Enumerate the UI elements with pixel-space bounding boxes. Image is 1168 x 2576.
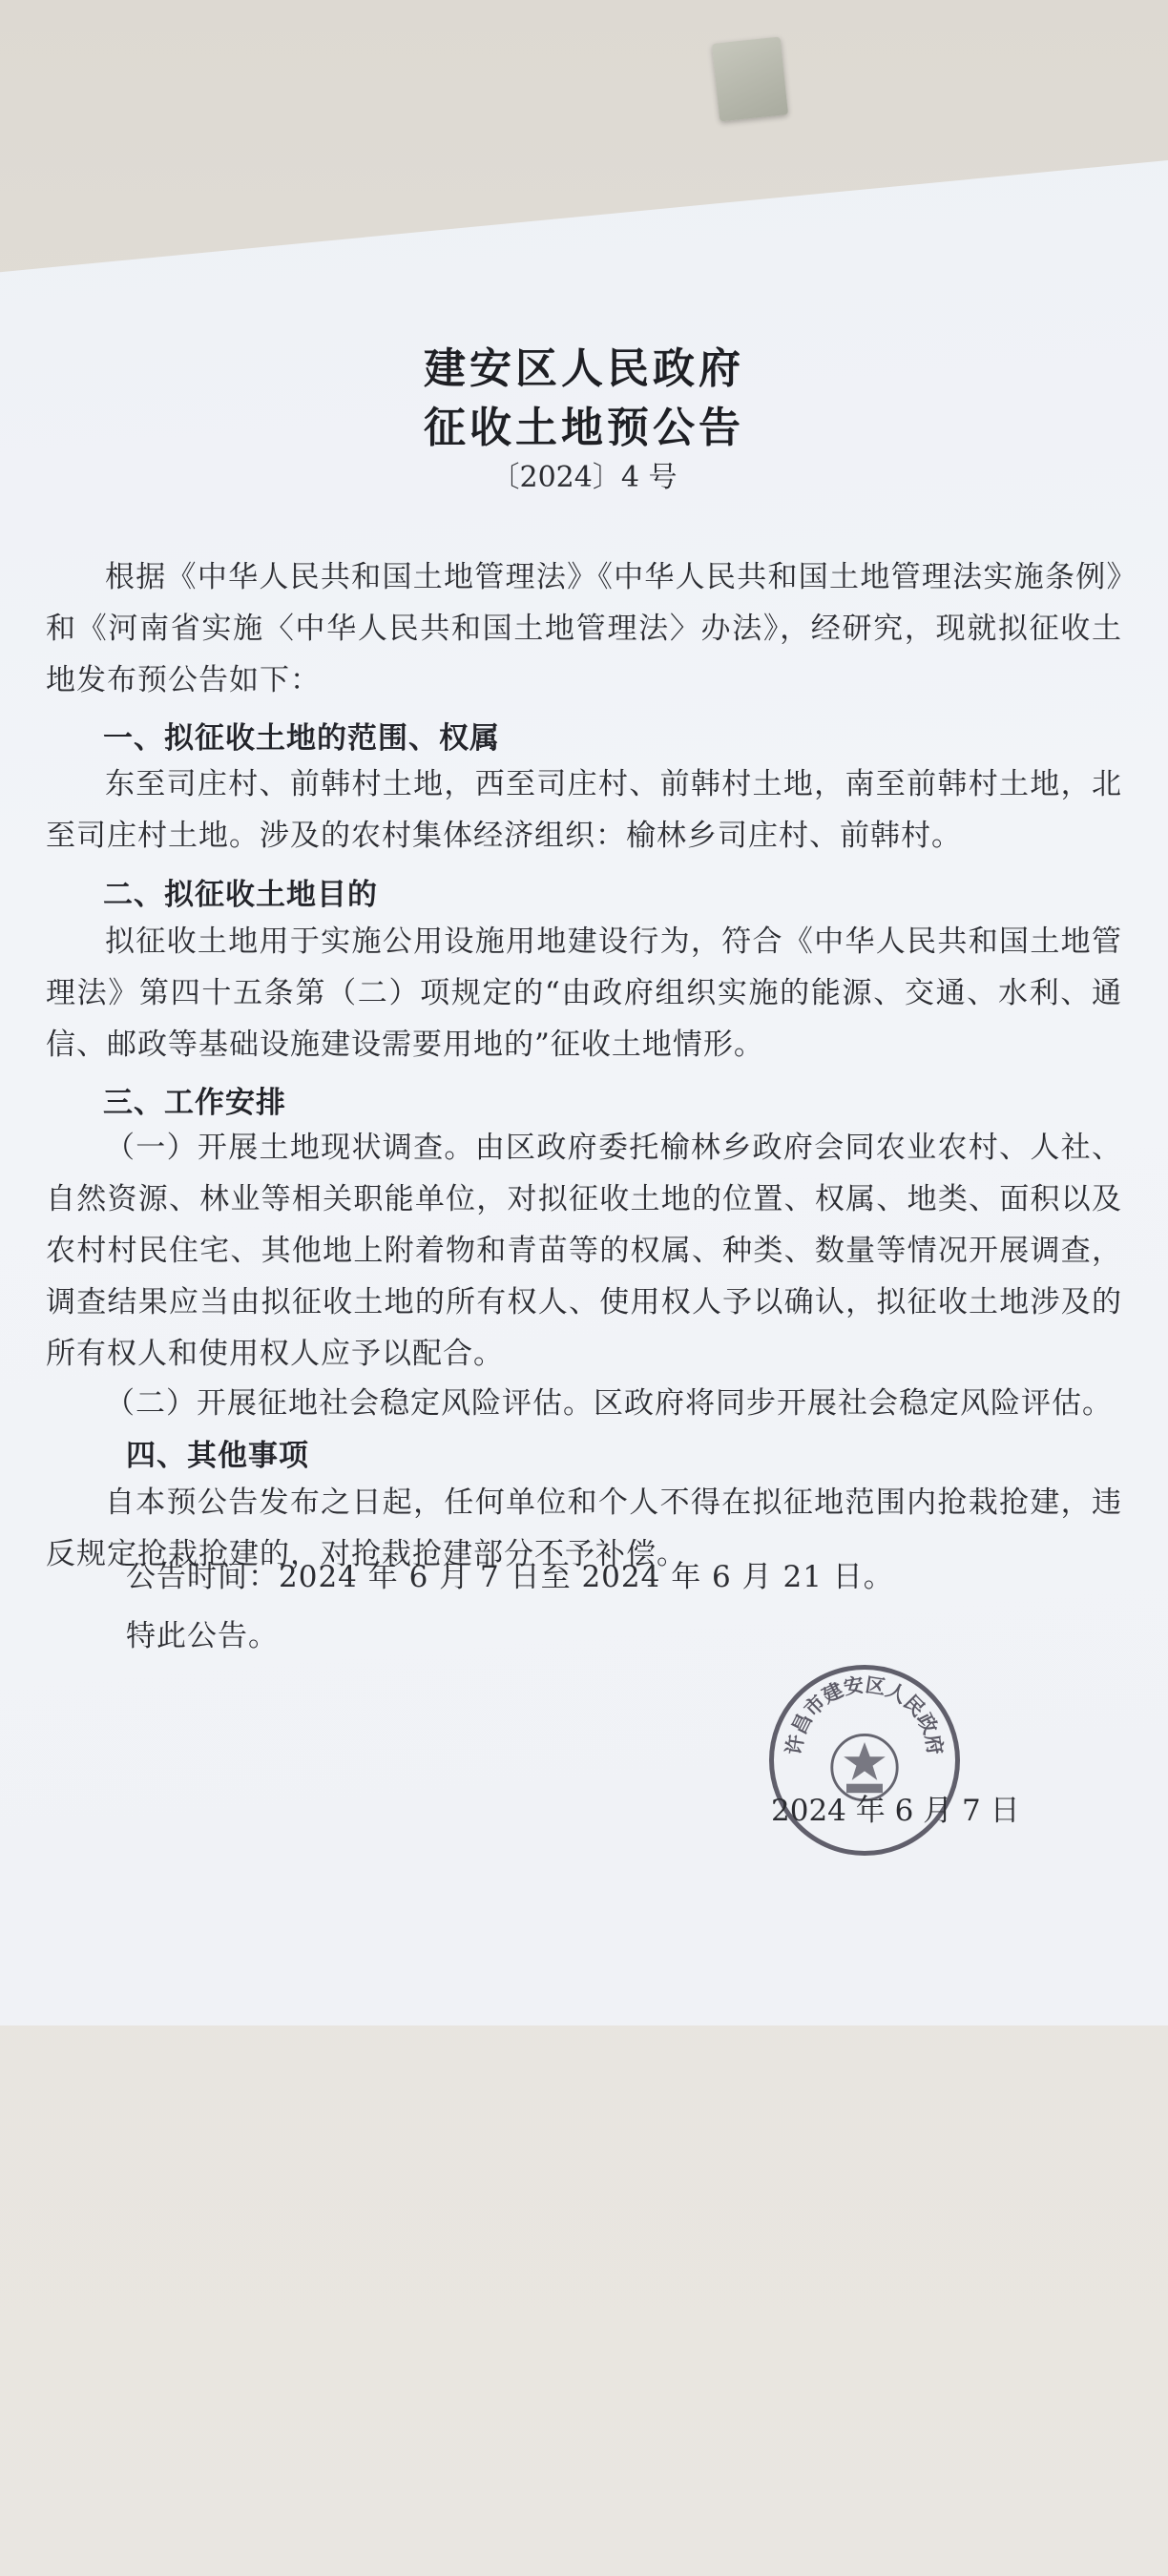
section4-heading: 四、其他事项 [126, 1439, 309, 1473]
section2-text: 拟征收土地用于实施公用设施用地建设行为，符合《中华人民共和国土地管理法》第四十五条第（二）项规定的“由政府组织实施的能源、交通、水利、通信、邮政等基础设施建设需要用地的”征收土地情形。 [46, 924, 1122, 1062]
announcement-period: 公告时间：2024 年 6 月 7 日至 2024 年 6 月 21 日。 [126, 1560, 894, 1594]
notice-title-issuer: 建安区人民政府 [424, 344, 744, 393]
section1-heading: 一、拟征收土地的范围、权属 [103, 721, 500, 756]
section4-text: 自本预公告发布之日起，任何单位和个人不得在拟征地范围内抢栽抢建，违反规定抢栽抢建的，对抢栽抢建部分不予补偿。 [46, 1485, 1122, 1571]
notice-title-subject: 征收土地预公告 [424, 404, 744, 452]
tape-strip [712, 36, 788, 121]
section3-heading: 三、工作安排 [103, 1086, 286, 1120]
document-number: 〔2024〕4 号 [490, 461, 678, 494]
signing-date: 2024 年 6 月 7 日 [771, 1794, 1020, 1828]
seal-text: 许昌市建安区人民政府 [782, 1672, 948, 1756]
closing-remark: 特此公告。 [126, 1619, 279, 1653]
section3-item2: （二）开展征地社会稳定风险评估。区政府将同步开展社会稳定风险评估。 [105, 1386, 1113, 1421]
section1-text: 东至司庄村、前韩村土地，西至司庄村、前韩村土地，南至前韩村土地，北至司庄村土地。涉及的农村集体经济组织：榆林乡司庄村、前韩村。 [46, 767, 1122, 853]
section2-heading: 二、拟征收土地目的 [103, 878, 378, 912]
intro-paragraph: 根据《中华人民共和国土地管理法》《中华人民共和国土地管理法实施条例》和《河南省实施〈中华人民共和国土地管理法〉办法》，经研究，现就拟征收土地发布预公告如下： [46, 560, 1122, 697]
section3-item1: （一）开展土地现状调查。由区政府委托榆林乡政府会同农业农村、人社、自然资源、林业等相关职能单位，对拟征收土地的位置、权属、地类、面积以及农村村民住宅、其他地上附着物和青苗等的权属、种类、数量等情况开展调查，调查结果应当由拟征收土地的所有权人、使用权人予以确认，拟征收土地涉及的所有权人和使用权人应予以配合。 [46, 1131, 1122, 1371]
